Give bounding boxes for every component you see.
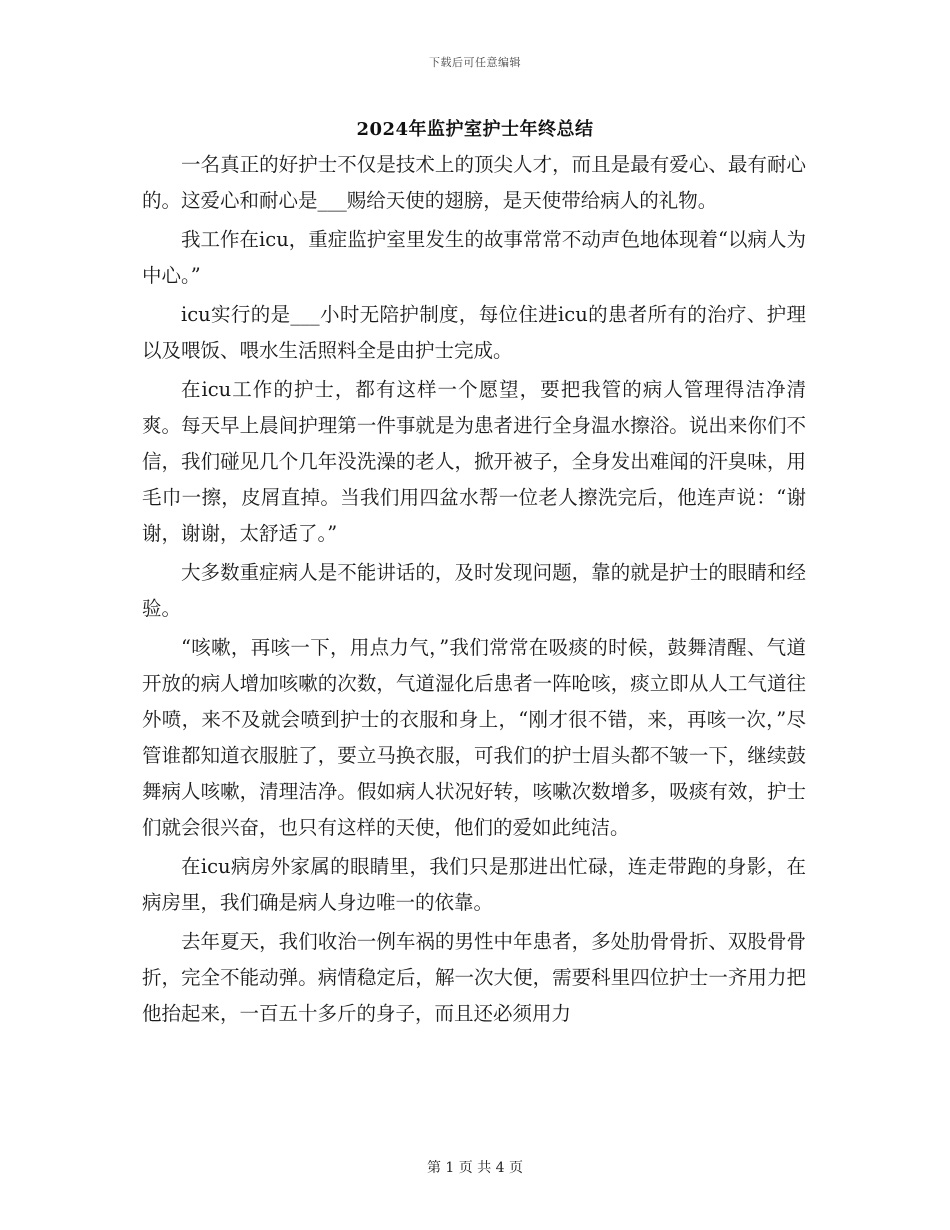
paragraph: 我工作在icu，重症监护室里发生的故事常常不动声色地体现着“以病人为中心。” xyxy=(142,228,806,287)
paragraph: 在icu病房外家属的眼睛里，我们只是那进出忙碌，连走带跑的身影，在病房里，我们确是病人身边唯一的依靠。 xyxy=(142,855,806,914)
header-note: 下载后可任意编辑 xyxy=(429,56,521,69)
paragraph: icu实行的是___小时无陪护制度，每位住进icu的患者所有的治疗、护理以及喂饭、喂水生活照料全是由护士完成。 xyxy=(142,303,806,362)
paragraph: 在icu工作的护士，都有这样一个愿望，要把我管的病人管理得洁净清爽。每天早上晨间护理第一件事就是为患者进行全身温水擦浴。说出来你们不信，我们碰见几个几年没洗澡的老人，掀开被子，全身发出难闻的汗臭味，用毛巾一擦，皮屑直掉。当我们用四盆水帮一位老人擦洗完后，他连声说：“谢谢，谢谢，太舒适了。” xyxy=(142,378,806,545)
paragraph: 去年夏天，我们收治一例车祸的男性中年患者，多处肋骨骨折、双股骨骨折，完全不能动弹。病情稳定后，解一次大便，需要科里四位护士一齐用力把他抬起来，一百五十多斤的身子，而且还必须用力 xyxy=(142,930,806,1025)
paragraph: 一名真正的好护士不仅是技术上的顶尖人才，而且是最有爱心、最有耐心的。这爱心和耐心是___赐给天使的翅膀，是天使带给病人的礼物。 xyxy=(142,153,806,212)
paragraph: 大多数重症病人是不能讲话的，及时发现问题，靠的就是护士的眼睛和经验。 xyxy=(142,561,806,620)
document-body xyxy=(142,147,806,1035)
page-number: 第 1 页 共 4 页 xyxy=(426,1160,524,1176)
paragraph: “咳嗽，再咳一下，用点力气，”我们常常在吸痰的时候，鼓舞清醒、气道开放的病人增加咳嗽的次数，气道湿化后患者一阵呛咳，痰立即从人工气道往外喷，来不及就会喷到护士的衣服和身上，“刚才很不错，来，再咳一次，”尽管谁都知道衣服脏了，要立马换衣服，可我们的护士眉头都不皱一下，继续鼓舞病人咳嗽，清理洁净。假如病人状况好转，咳嗽次数增多，吸痰有效，护士们就会很兴奋，也只有这样的天使，他们的爱如此纯洁。 xyxy=(142,636,806,839)
document-title: 2024年监护室护士年终总结 xyxy=(356,119,594,140)
